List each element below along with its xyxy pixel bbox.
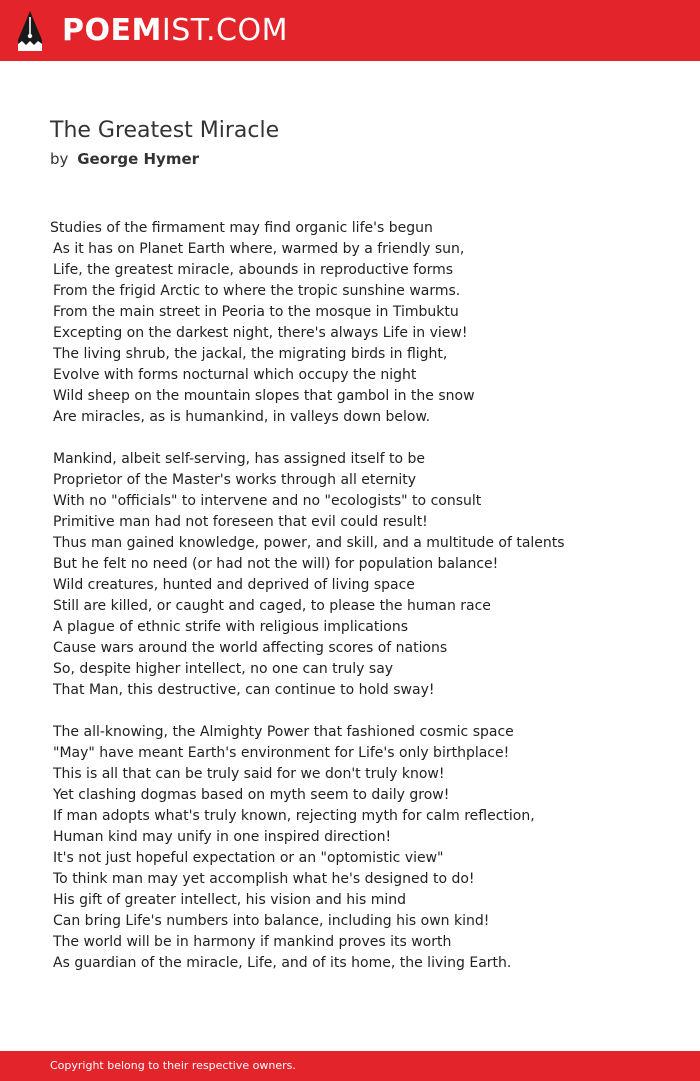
logo-light-text: IST.COM (161, 13, 288, 48)
poem-line: Human kind may unify in one inspired direction! (53, 829, 392, 845)
poem-title: The Greatest Miracle (50, 118, 280, 143)
poem-line: Studies of the firmament may find organic life's begun (50, 220, 433, 236)
poem-line: The all-knowing, the Almighty Power that fashioned cosmic space (53, 724, 514, 740)
poem-line: From the main street in Peoria to the mosque in Timbuktu (53, 304, 459, 320)
poem-body (50, 218, 670, 995)
poem-line: Wild sheep on the mountain slopes that gambol in the snow (53, 388, 475, 404)
poem-line: Wild creatures, hunted and deprived of living space (53, 577, 415, 593)
poem-line: Cause wars around the world affecting scores of nations (53, 640, 448, 656)
poem-line: His gift of greater intellect, his vision and his mind (53, 892, 407, 908)
poem-line: Mankind, albeit self-serving, has assigned itself to be (53, 451, 426, 467)
poem-line: That Man, this destructive, can continue to hold sway! (53, 682, 435, 698)
pen-nib-icon (17, 10, 43, 52)
poem-stanza (50, 449, 670, 701)
poem-line: To think man may yet accomplish what he's designed to do! (53, 871, 475, 887)
poem-line: This is all that can be truly said for we don't truly know! (53, 766, 445, 782)
poem-line: Thus man gained knowledge, power, and skill, and a multitude of talents (53, 535, 565, 551)
poem-line: Excepting on the darkest night, there's always Life in view! (53, 325, 468, 341)
poem-line: As it has on Planet Earth where, warmed by a friendly sun, (53, 241, 465, 257)
copyright-text: Copyright belong to their respective owners. (50, 1059, 296, 1072)
poem-line: It's not just hopeful expectation or an "optomistic view" (53, 850, 444, 866)
poem-line: Yet clashing dogmas based on myth seem to daily grow! (53, 787, 450, 803)
byline (50, 148, 670, 170)
site-logo[interactable] (17, 8, 288, 54)
poem-line: Evolve with forms nocturnal which occupy the night (53, 367, 417, 383)
site-header (0, 0, 700, 61)
poem-line: The living shrub, the jackal, the migrating birds in flight, (53, 346, 448, 362)
poem-line: Can bring Life's numbers into balance, including his own kind! (53, 913, 490, 929)
poem-line: The world will be in harmony if mankind proves its worth (53, 934, 452, 950)
logo-text (62, 13, 288, 48)
poem-line: If man adopts what's truly known, rejecting myth for calm reflection, (53, 808, 535, 824)
poem-line: Are miracles, as is humankind, in valleys down below. (53, 409, 431, 425)
poem-line: A plague of ethnic strife with religious implications (53, 619, 408, 635)
poem-author[interactable]: George Hymer (77, 150, 200, 168)
site-footer (0, 1051, 700, 1081)
poem-line: Proprietor of the Master's works through all eternity (53, 472, 417, 488)
poem-stanza (50, 218, 670, 428)
poem-line: From the frigid Arctic to where the tropic sunshine warms. (53, 283, 461, 299)
poem-line: Still are killed, or caught and caged, to please the human race (53, 598, 491, 614)
poem-stanza (50, 722, 670, 974)
poem-line: "May" have meant Earth's environment for Life's only birthplace! (53, 745, 510, 761)
poem-line: But he felt no need (or had not the will) for population balance! (53, 556, 499, 572)
poem-heading (50, 116, 670, 170)
poem-line: Primitive man had not foreseen that evil could result! (53, 514, 428, 530)
by-label: by (50, 150, 69, 168)
poem-line: With no "officials" to intervene and no "ecologists" to consult (53, 493, 482, 509)
poem-line: Life, the greatest miracle, abounds in reproductive forms (53, 262, 454, 278)
logo-bold-text: POEM (62, 13, 162, 48)
poem-line: As guardian of the miracle, Life, and of its home, the living Earth. (53, 955, 512, 971)
poem-line: So, despite higher intellect, no one can truly say (53, 661, 394, 677)
